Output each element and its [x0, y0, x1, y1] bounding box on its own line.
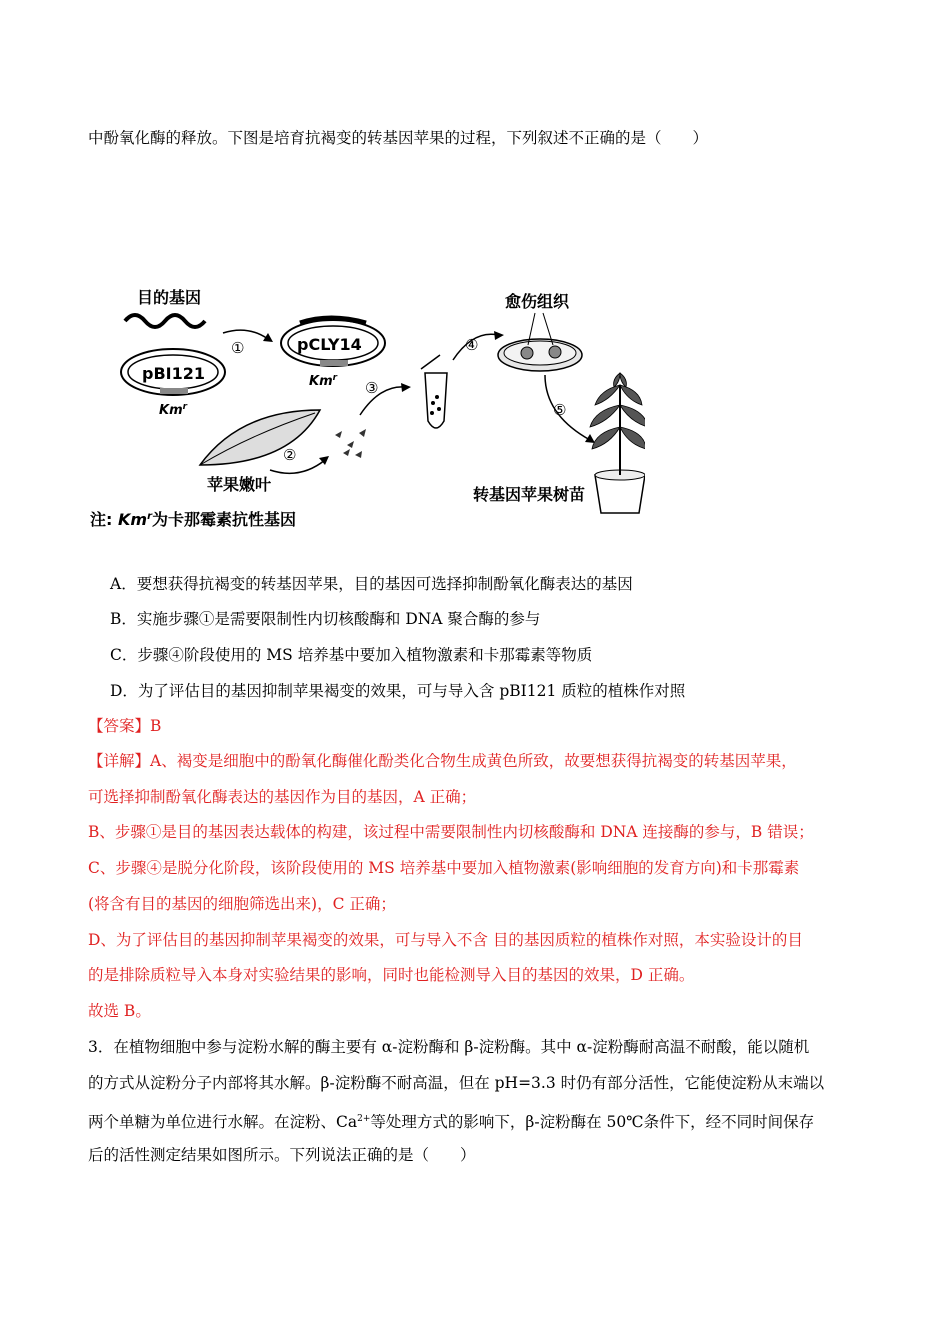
question3-line-2: 的方式从淀粉分子内部将其水解。β-淀粉酶不耐高温，但在 pH=3.3 时仍有部分活性，它能使淀粉从末端以 — [88, 1074, 825, 1092]
callus-2 — [549, 346, 561, 358]
plasmid-pbi121-label: pBI121 — [142, 364, 205, 383]
explanation-line-7: 的是排除质粒导入本身对实验结果的影响，同时也能检测导入目的基因的效果，D 正确。 — [88, 966, 695, 984]
target-gene-label: 目的基因 — [137, 288, 202, 307]
explanation-conclusion: 故选 B。 — [88, 1002, 151, 1020]
step3-label: ③ — [365, 379, 379, 397]
diagram-svg — [85, 275, 645, 545]
option-c: C．步骤④阶段使用的 MS 培养基中要加入植物激素和卡那霉素等物质 — [110, 646, 593, 664]
q3-line3-part1: 两个单糖为单位进行水解。在淀粉、Ca — [88, 1113, 358, 1132]
explanation-line-3: B、步骤①是目的基因表达载体的构建，该过程中需要限制性内切核酸酶和 DNA 连接酶的参与，B 错误； — [88, 823, 814, 841]
target-gene-wave — [125, 315, 205, 327]
leaf-label: 苹果嫩叶 — [207, 475, 272, 494]
plasmid-pcly14-label: pCLY14 — [297, 335, 362, 354]
intro-text: 中酚氧化酶的释放。下图是培育抗褐变的转基因苹果的过程，下列叙述不正确的是（ ） — [88, 129, 709, 147]
apple-leaf — [200, 410, 320, 465]
option-d: D．为了评估目的基因抑制苹果褐变的效果，可与导入含 pBI121 质粒的植株作对照 — [110, 682, 686, 700]
question3-line-4: 后的活性测定结果如图所示。下列说法正确的是（ ） — [88, 1146, 476, 1164]
arrow-step3-head — [401, 383, 411, 392]
arrow-step4-head — [494, 331, 504, 340]
explanation-line-1: 【详解】A、褐变是细胞中的酚氧化酶催化酚类化合物生成黄色所致，故要想获得抗褐变的转基因苹果， — [88, 752, 797, 770]
leaf-fragments — [335, 429, 366, 458]
plant-leaves — [590, 373, 645, 449]
plant-pot — [595, 475, 645, 513]
step4-label: ④ — [465, 336, 479, 354]
transgenic-apple-diagram — [85, 275, 645, 545]
inserted-gene-segment — [300, 318, 366, 323]
seedling-label: 转基因苹果树苗 — [473, 485, 586, 504]
answer-line: 【答案】B — [88, 717, 162, 735]
figure-note: 注: Km$^r$为卡那霉素抗性基因 — [90, 510, 297, 529]
option-a: A．要想获得抗褐变的转基因苹果，目的基因可选择抑制酚氧化酶表达的基因 — [110, 575, 633, 593]
petri-dish-medium — [504, 341, 576, 365]
km-label-2: Km$^r$ — [309, 373, 338, 389]
km-label-1: Km$^r$ — [159, 402, 188, 418]
arrow-step2 — [270, 460, 325, 473]
step2-label: ② — [283, 446, 297, 464]
explanation-line-4: C、步骤④是脱分化阶段，该阶段使用的 MS 培养基中要加入植物激素(影响细胞的发育方向)和卡那霉素 — [88, 859, 800, 877]
explanation-line-5: (将含有目的基因的细胞筛选出来)，C 正确； — [88, 895, 396, 913]
callus-1 — [521, 347, 533, 359]
arrow-step1 — [223, 330, 268, 339]
option-b: B．实施步骤①是需要限制性内切核酸酶和 DNA 聚合酶的参与 — [110, 610, 541, 628]
km-gene-segment-2 — [320, 360, 348, 366]
step1-label: ① — [231, 339, 245, 357]
question3-line-3 — [88, 1109, 814, 1132]
q3-line3-part2: 等处理方式的影响下，β-淀粉酶在 50℃条件下，经不同时间保存 — [370, 1113, 815, 1132]
step5-label: ⑤ — [553, 401, 567, 419]
calcium-superscript: 2+ — [357, 1114, 371, 1124]
centrifuge-tube — [425, 373, 447, 428]
km-gene-segment-1 — [160, 388, 188, 394]
question3-line-1: 3．在植物细胞中参与淀粉水解的酶主要有 α-淀粉酶和 β-淀粉酶。其中 α-淀粉酶耐高温不耐酸，能以随机 — [88, 1038, 810, 1056]
explanation-line-6: D、为了评估目的基因抑制苹果褐变的效果，可与导入不含 目的基因质粒的植株作对照，本实验设计的目 — [88, 931, 803, 949]
arrow-step5 — [545, 375, 590, 440]
tube-cap — [421, 355, 440, 369]
explanation-line-2: 可选择抑制酚氧化酶表达的基因作为目的基因，A 正确； — [88, 788, 477, 806]
callus-label: 愈伤组织 — [505, 292, 570, 311]
